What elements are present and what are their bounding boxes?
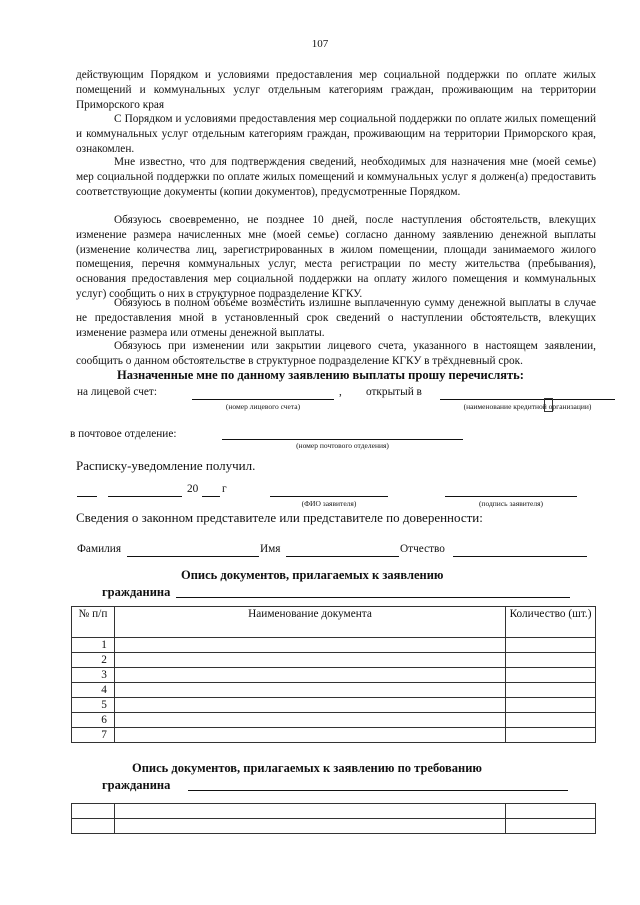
quantity-cell[interactable]: [506, 683, 596, 698]
account-caption: (номер лицевого счета): [225, 402, 301, 411]
paragraph-5: Обязуюсь в полном объеме возместить излишне выплаченную сумму денежной выплаты в случае не предоставления мной в установленный срок сведений о наступлении обстоятельств, влекущих изменение размера или отмены денежной выплаты.: [76, 297, 596, 339]
table-row: [72, 653, 596, 668]
bank-caption: (наименование кредитной организации): [463, 402, 592, 411]
account-number-field[interactable]: [192, 399, 334, 400]
document-name-cell[interactable]: [114, 728, 505, 743]
paragraph-2: С Порядком и условиями предоставления мер социальной поддержки по оплате жилых помещений и коммунальных услуг отдельным категориям граждан, проживающим на территории Приморского края, ознакомлен.: [76, 113, 596, 155]
date-year-field[interactable]: [202, 496, 220, 497]
page-number: 107: [311, 38, 329, 50]
quantity-cell[interactable]: [506, 668, 596, 683]
inventory1-citizen-label: гражданина: [102, 585, 171, 599]
inventory2-title: Опись документов, прилагаемых к заявлению по требованию: [132, 761, 482, 775]
document-name-cell[interactable]: [114, 683, 505, 698]
applicant-fio-field[interactable]: [270, 496, 388, 497]
quantity-cell[interactable]: [506, 728, 596, 743]
col-name-header: Наименование документа: [114, 607, 505, 638]
quantity-cell[interactable]: [506, 638, 596, 653]
inventory2-table: [71, 803, 596, 834]
receipt-text: Расписку-уведомление получил.: [76, 458, 256, 473]
paragraph-1: действующим Порядком и условиями предоставления мер социальной поддержки по оплате жилых помещений и коммунальных услуг отдельным категориям граждан, проживающим на территории Приморского края: [76, 69, 596, 111]
row-number: 7: [72, 728, 115, 743]
document-name-cell[interactable]: [114, 653, 505, 668]
row-number: 3: [72, 668, 115, 683]
quantity-cell[interactable]: [506, 698, 596, 713]
opened-in-label: открытый в: [366, 386, 422, 398]
table-row: [72, 819, 596, 834]
table-row: [72, 683, 596, 698]
applicant-signature-field[interactable]: [445, 496, 577, 497]
name-label: Имя: [260, 543, 281, 555]
caption-bracket-mark: [544, 398, 553, 412]
year-suffix: г: [222, 483, 227, 495]
document-name-cell[interactable]: [114, 804, 505, 819]
account-label: на лицевой счет:: [77, 386, 157, 398]
document-name-cell[interactable]: [114, 819, 505, 834]
paragraph-3: Мне известно, что для подтверждения сведений, необходимых для назначения мне (моей семье) мер социальной поддержки по оплате жилых помещений и коммунальных услуг я должен(а) предоставить соответствующие документы (копии документов), предусмотренные Порядком.: [76, 156, 596, 198]
name-field[interactable]: [286, 556, 399, 557]
inventory1-citizen-field[interactable]: [176, 597, 570, 598]
patronymic-label: Отчество: [400, 543, 445, 555]
patronymic-field[interactable]: [453, 556, 587, 557]
table-row: [72, 668, 596, 683]
table-row: [72, 804, 596, 819]
col-qty-header: Количество (шт.): [506, 607, 596, 638]
payment-heading: Назначенные мне по данному заявлению выплаты прошу перечислять:: [117, 368, 524, 382]
document-name-cell[interactable]: [114, 638, 505, 653]
table-row: [72, 728, 596, 743]
quantity-cell[interactable]: [506, 804, 596, 819]
quantity-cell[interactable]: [506, 653, 596, 668]
signature-caption: (подпись заявителя): [478, 499, 544, 508]
inventory2-citizen-label: гражданина: [102, 778, 171, 792]
row-number: 4: [72, 683, 115, 698]
year-prefix: 20: [187, 483, 199, 495]
surname-label: Фамилия: [77, 543, 122, 555]
quantity-cell[interactable]: [506, 713, 596, 728]
table-row: [72, 638, 596, 653]
row-number: 5: [72, 698, 115, 713]
table-row: [72, 713, 596, 728]
post-office-label: в почтовое отделение:: [70, 428, 177, 440]
bank-name-field[interactable]: [440, 399, 615, 400]
surname-field[interactable]: [127, 556, 259, 557]
account-comma: ,: [339, 386, 342, 398]
paragraph-6: Обязуюсь при изменении или закрытии лицевого счета, указанного в настоящем заявлении, сообщить о данном обстоятельстве в структурное подразделение КГКУ в трёхдневный срок.: [76, 340, 596, 367]
document-name-cell[interactable]: [114, 713, 505, 728]
date-month-field[interactable]: [108, 496, 182, 497]
document-name-cell[interactable]: [114, 668, 505, 683]
table-row: [72, 698, 596, 713]
col-no-header: № п/п: [72, 607, 115, 638]
paragraph-4: Обязуюсь своевременно, не позднее 10 дней, после наступления обстоятельств, влекущих изменение размера начисленных мне (моей семье) согласно данному заявлению денежной выплаты (изменение количества лиц, зарегистрированных в жилом помещении, площади занимаемого жилого помещения, перечня коммунальных услуг, места регистрации по месту жительства (пребывания), основания предоставления мер социальной поддержки на оплату жилого помещения и коммунальных услуг) сообщить о них в структурное подразделение КГКУ.: [76, 214, 596, 300]
post-office-caption: (номер почтового отделения): [296, 441, 389, 450]
post-office-field[interactable]: [222, 439, 463, 440]
representative-text: Сведения о законном представителе или представителе по доверенности:: [76, 510, 483, 525]
inventory1-title: Опись документов, прилагаемых к заявлению: [181, 568, 444, 582]
fio-caption: (ФИО заявителя): [301, 499, 357, 508]
row-number: 6: [72, 713, 115, 728]
document-name-cell[interactable]: [114, 698, 505, 713]
row-number-cell[interactable]: [72, 819, 115, 834]
inventory2-citizen-field[interactable]: [188, 790, 568, 791]
quantity-cell[interactable]: [506, 819, 596, 834]
inventory1-table: [71, 606, 596, 743]
row-number: 1: [72, 638, 115, 653]
date-day-field[interactable]: [77, 496, 97, 497]
row-number-cell[interactable]: [72, 804, 115, 819]
row-number: 2: [72, 653, 115, 668]
